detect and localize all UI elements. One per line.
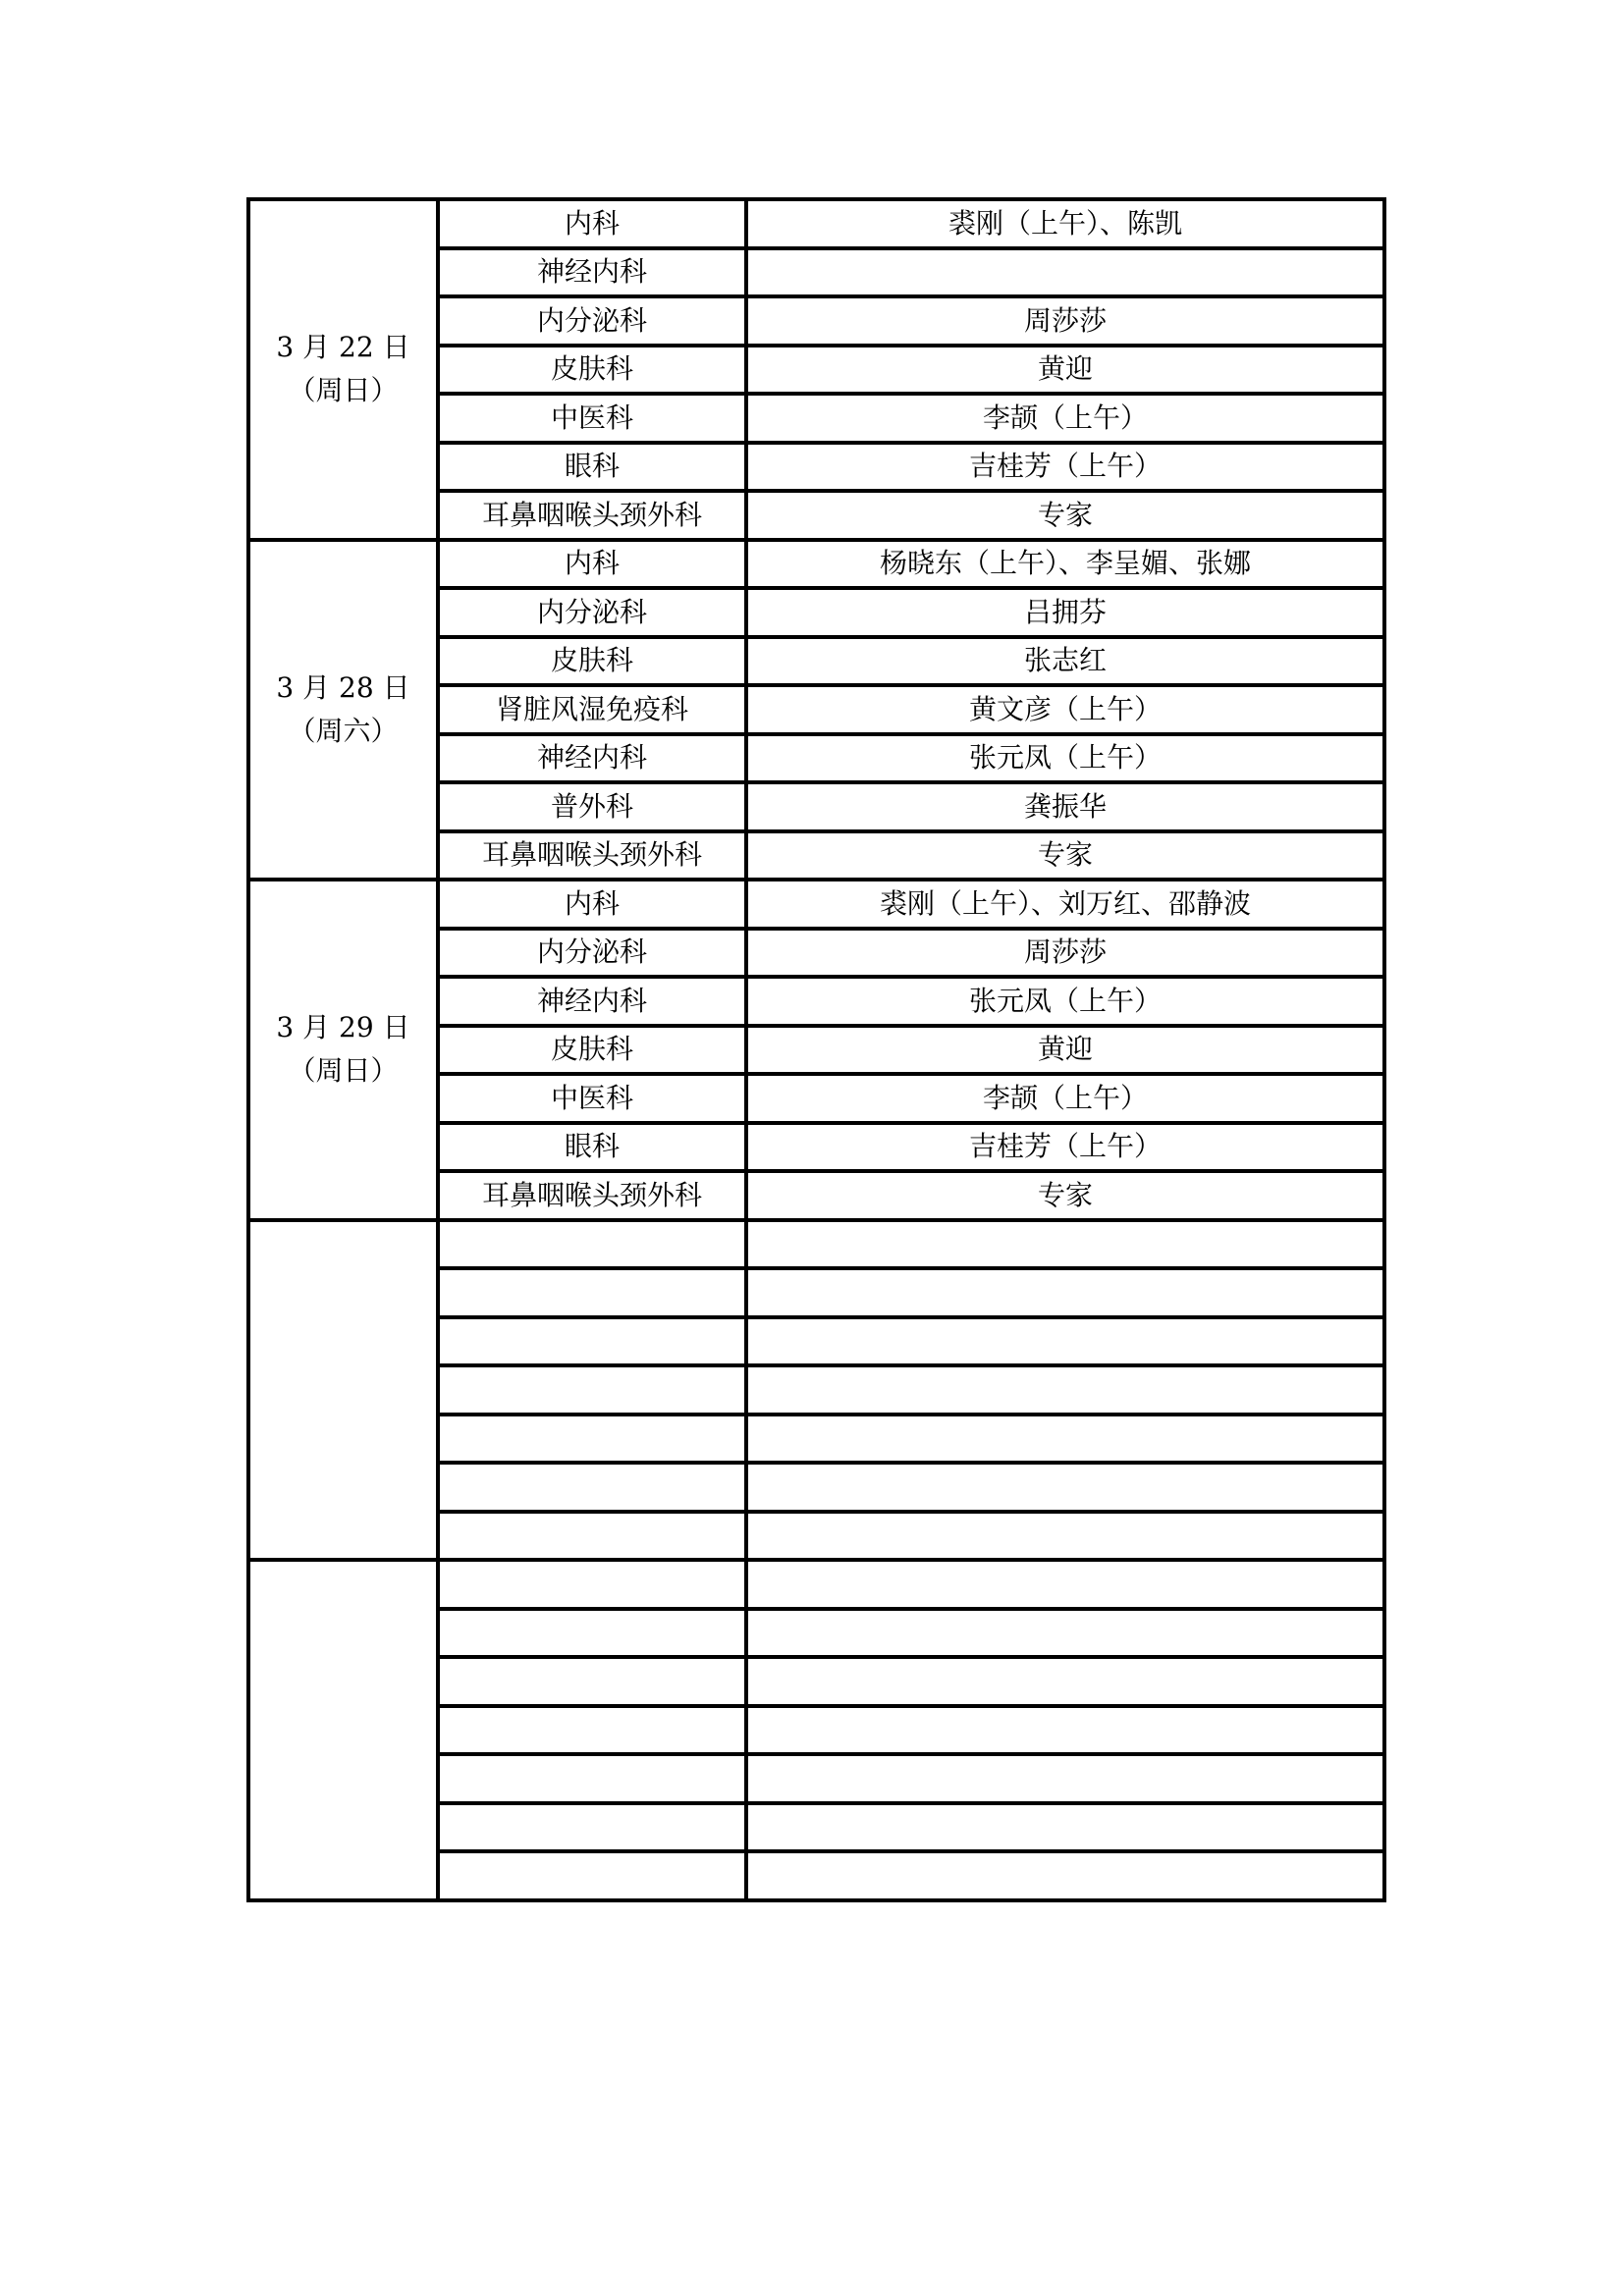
department-cell: 耳鼻咽喉头颈外科 xyxy=(438,1171,746,1220)
schedule-row xyxy=(248,199,1384,248)
doctors-cell: 专家 xyxy=(746,1171,1384,1220)
date-text: 3 月 29 日 xyxy=(276,1011,410,1044)
doctors-cell: 张元凤（上午） xyxy=(746,734,1384,783)
department-cell: 内分泌科 xyxy=(438,588,746,637)
doctors-cell: 专家 xyxy=(746,491,1384,540)
doctors-cell: 周莎莎 xyxy=(746,296,1384,346)
doctors-cell xyxy=(746,1851,1384,1900)
doctors-cell xyxy=(746,1220,1384,1269)
doctors-cell: 杨晓东（上午）、李呈媚、张娜 xyxy=(746,540,1384,589)
doctors-cell: 黄迎 xyxy=(746,1026,1384,1075)
department-cell: 眼科 xyxy=(438,443,746,492)
department-cell xyxy=(438,1851,746,1900)
department-cell xyxy=(438,1609,746,1658)
date-cell xyxy=(248,1220,438,1561)
department-cell xyxy=(438,1317,746,1366)
department-cell: 中医科 xyxy=(438,1074,746,1123)
department-cell: 耳鼻咽喉头颈外科 xyxy=(438,831,746,881)
department-cell xyxy=(438,1706,746,1755)
department-cell: 内科 xyxy=(438,199,746,248)
department-cell: 内科 xyxy=(438,540,746,589)
date-text: 3 月 28 日 xyxy=(276,670,410,704)
doctors-cell: 龚振华 xyxy=(746,782,1384,831)
doctors-cell xyxy=(746,1754,1384,1803)
department-cell xyxy=(438,1365,746,1415)
doctors-cell: 专家 xyxy=(746,831,1384,881)
doctors-cell xyxy=(746,1560,1384,1609)
doctors-cell xyxy=(746,1512,1384,1561)
doctors-cell xyxy=(746,1706,1384,1755)
schedule-row xyxy=(248,540,1384,589)
doctors-cell: 吉桂芳（上午） xyxy=(746,443,1384,492)
doctors-cell: 黄文彦（上午） xyxy=(746,685,1384,734)
doctors-cell: 裘刚（上午）、刘万红、邵静波 xyxy=(746,880,1384,929)
doctors-cell: 裘刚（上午）、陈凯 xyxy=(746,199,1384,248)
department-cell xyxy=(438,1657,746,1706)
doctors-cell xyxy=(746,1657,1384,1706)
department-cell: 皮肤科 xyxy=(438,346,746,395)
doctors-cell: 李颉（上午） xyxy=(746,1074,1384,1123)
weekday-text: （周日） xyxy=(288,374,399,407)
date-cell xyxy=(248,880,438,1220)
doctors-cell xyxy=(746,1317,1384,1366)
department-cell: 神经内科 xyxy=(438,248,746,297)
doctors-cell xyxy=(746,248,1384,297)
department-cell: 肾脏风湿免疫科 xyxy=(438,685,746,734)
department-cell xyxy=(438,1560,746,1609)
weekday-text: （周六） xyxy=(288,714,399,747)
doctors-cell: 黄迎 xyxy=(746,346,1384,395)
department-cell: 神经内科 xyxy=(438,734,746,783)
doctor-schedule-table xyxy=(246,197,1386,1902)
schedule-row xyxy=(248,1220,1384,1269)
department-cell: 内科 xyxy=(438,880,746,929)
department-cell xyxy=(438,1268,746,1317)
doctors-cell: 吉桂芳（上午） xyxy=(746,1123,1384,1172)
schedule-row xyxy=(248,1560,1384,1609)
department-cell: 内分泌科 xyxy=(438,929,746,978)
date-cell xyxy=(248,540,438,881)
department-cell xyxy=(438,1415,746,1464)
date-cell xyxy=(248,199,438,540)
doctors-cell: 吕拥芬 xyxy=(746,588,1384,637)
doctors-cell: 李颉（上午） xyxy=(746,394,1384,443)
weekday-text: （周日） xyxy=(288,1054,399,1088)
department-cell: 普外科 xyxy=(438,782,746,831)
department-cell xyxy=(438,1512,746,1561)
department-cell: 内分泌科 xyxy=(438,296,746,346)
doctors-cell xyxy=(746,1803,1384,1852)
department-cell: 中医科 xyxy=(438,394,746,443)
department-cell xyxy=(438,1754,746,1803)
doctors-cell: 周莎莎 xyxy=(746,929,1384,978)
department-cell: 耳鼻咽喉头颈外科 xyxy=(438,491,746,540)
doctors-cell xyxy=(746,1415,1384,1464)
date-cell xyxy=(248,1560,438,1900)
doctors-cell: 张元凤（上午） xyxy=(746,977,1384,1026)
doctors-cell xyxy=(746,1609,1384,1658)
schedule-row xyxy=(248,880,1384,929)
department-cell: 皮肤科 xyxy=(438,1026,746,1075)
department-cell xyxy=(438,1803,746,1852)
doctors-cell xyxy=(746,1463,1384,1512)
date-text: 3 月 22 日 xyxy=(276,331,410,364)
department-cell xyxy=(438,1220,746,1269)
department-cell: 皮肤科 xyxy=(438,637,746,686)
department-cell: 神经内科 xyxy=(438,977,746,1026)
doctors-cell xyxy=(746,1365,1384,1415)
doctors-cell xyxy=(746,1268,1384,1317)
department-cell xyxy=(438,1463,746,1512)
department-cell: 眼科 xyxy=(438,1123,746,1172)
doctors-cell: 张志红 xyxy=(746,637,1384,686)
